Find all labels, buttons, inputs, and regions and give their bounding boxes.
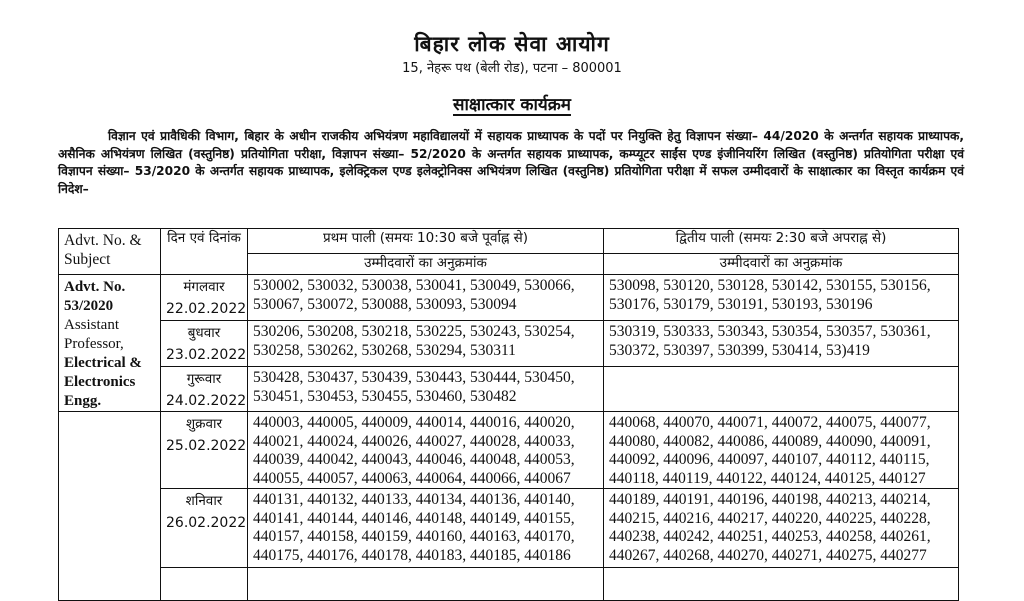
second-shift-rolls bbox=[604, 568, 959, 601]
table-row bbox=[59, 275, 959, 321]
second-shift-rolls bbox=[604, 367, 959, 412]
advt-subject-cell bbox=[59, 412, 161, 601]
day-date-cell bbox=[161, 568, 248, 601]
table-row bbox=[59, 367, 959, 412]
advt-number: Advt. No. 53/2020 bbox=[64, 279, 126, 314]
date-label: 22.02.2022 bbox=[166, 301, 247, 317]
day-date-cell bbox=[161, 275, 248, 321]
table-row-partial bbox=[59, 568, 959, 601]
header-roll-first: उम्मीदवारों का अनुक्रमांक bbox=[248, 254, 604, 275]
first-shift-rolls: 530428, 530437, 530439, 530443, 530444, 530450, 530451, 530453, 530455, 530460, 530482 bbox=[248, 367, 604, 412]
header-subject: Advt. No. & Subject bbox=[59, 229, 161, 275]
first-shift-rolls bbox=[248, 568, 604, 601]
table-row bbox=[59, 489, 959, 568]
organization-name: बिहार लोक सेवा आयोग bbox=[414, 32, 610, 56]
date-label: 25.02.2022 bbox=[166, 438, 247, 454]
second-shift-rolls: 440189, 440191, 440196, 440198, 440213, 440214, 440215, 440216, 440217, 440220, 440225, 440228, 440238, 440242, 440251, 440253, 440258, 440261, 440267, 440268, 440270, 440271, 440275, 440277 bbox=[604, 489, 959, 568]
date-label: 26.02.2022 bbox=[166, 515, 247, 531]
day-label: शुक्रवार bbox=[185, 416, 223, 432]
second-shift-rolls: 440068, 440070, 440071, 440072, 440075, 440077, 440080, 440082, 440086, 440089, 440090, 440091, 440092, 440096, 440097, 440107, 440112, 440115, 440118, 440119, 440122, 440124, 440125, 440127 bbox=[604, 412, 959, 489]
section-title-text: साक्षात्कार कार्यक्रम bbox=[453, 95, 571, 115]
date-label: 23.02.2022 bbox=[166, 347, 247, 363]
table-header-row bbox=[59, 229, 959, 254]
first-shift-rolls: 440131, 440132, 440133, 440134, 440136, 440140, 440141, 440144, 440146, 440148, 440149, 440155, 440157, 440158, 440159, 440160, 440163, 440170, 440175, 440176, 440178, 440183, 440185, 440186 bbox=[248, 489, 604, 568]
header-second-shift: द्वितीय पाली (समयः 2:30 बजे अपराह्न से) bbox=[604, 229, 959, 254]
interview-schedule-table bbox=[58, 228, 959, 601]
day-label: गुरूवार bbox=[186, 371, 222, 387]
organization-address: 15, नेहरू पथ (बेली रोड), पटना – 800001 bbox=[402, 61, 622, 76]
date-label: 24.02.2022 bbox=[166, 393, 247, 409]
header-day-date: दिन एवं दिनांक bbox=[161, 229, 248, 275]
header-first-shift: प्रथम पाली (समयः 10:30 बजे पूर्वाह्न से) bbox=[248, 229, 604, 254]
day-date-cell bbox=[161, 412, 248, 489]
first-shift-rolls: 440003, 440005, 440009, 440014, 440016, 440020, 440021, 440024, 440026, 440027, 440028, 440033, 440039, 440042, 440043, 440046, 440048, 440053, 440055, 440057, 440063, 440064, 440066, 440067 bbox=[248, 412, 604, 489]
table-row bbox=[59, 412, 959, 489]
day-label: बुधवार bbox=[187, 325, 221, 341]
header-roll-second: उम्मीदवारों का अनुक्रमांक bbox=[604, 254, 959, 275]
second-shift-rolls: 530098, 530120, 530128, 530142, 530155, 530156, 530176, 530179, 530191, 530193, 530196 bbox=[604, 275, 959, 321]
day-date-cell bbox=[161, 489, 248, 568]
second-shift-rolls: 530319, 530333, 530343, 530354, 530357, 530361, 530372, 530397, 530399, 530414, 53)419 bbox=[604, 321, 959, 367]
section-title bbox=[0, 92, 1024, 115]
day-label: शनिवार bbox=[185, 493, 223, 509]
day-label: मंगलवार bbox=[183, 279, 225, 295]
first-shift-rolls: 530002, 530032, 530038, 530041, 530049, 530066, 530067, 530072, 530088, 530093, 530094 bbox=[248, 275, 604, 321]
first-shift-rolls: 530206, 530208, 530218, 530225, 530243, 530254, 530258, 530262, 530268, 530294, 530311 bbox=[248, 321, 604, 367]
day-date-cell bbox=[161, 367, 248, 412]
intro-paragraph: विज्ञान एवं प्रावैधिकी विभाग, बिहार के अधीन राजकीय अभियंत्रण महाविद्यालयों में सहायक प्राध्यापक के पदों पर नियुक्ति हेतु विज्ञापन संख्या– 44/2020 के अन्तर्गत सहायक प्राध्यापक, असैनिक अभियंत्रण लिखित (वस्तुनिष्ठ) प्रतियोगिता परीक्षा, विज्ञापन संख्या– 52/2020 के अन्तर्गत सहायक प्राध्यापक, कम्प्यूटर साईंस एण्ड इंजीनियरिंग लिखित (वस्तुनिष्ठ) प्रतियोगिता परीक्षा एवं विज्ञापन संख्या– 53/2020 के अन्तर्गत सहायक प्राध्यापक, इलेक्ट्रिकल एण्ड इलेक्ट्रोनिक्स अभियंत्रण लिखित (वस्तुनिष्ठ) प्रतियोगिता परीक्षा में सफल उम्मीदवारों के साक्षात्कार का विस्तृत कार्यक्रम एवं निदेश– bbox=[58, 129, 964, 196]
advt-subject: Electrical & Electronics Engg. bbox=[64, 355, 142, 409]
advt-post: Assistant Professor, bbox=[64, 317, 124, 352]
advt-subject-cell bbox=[59, 275, 161, 412]
day-date-cell bbox=[161, 321, 248, 367]
table-row bbox=[59, 321, 959, 367]
